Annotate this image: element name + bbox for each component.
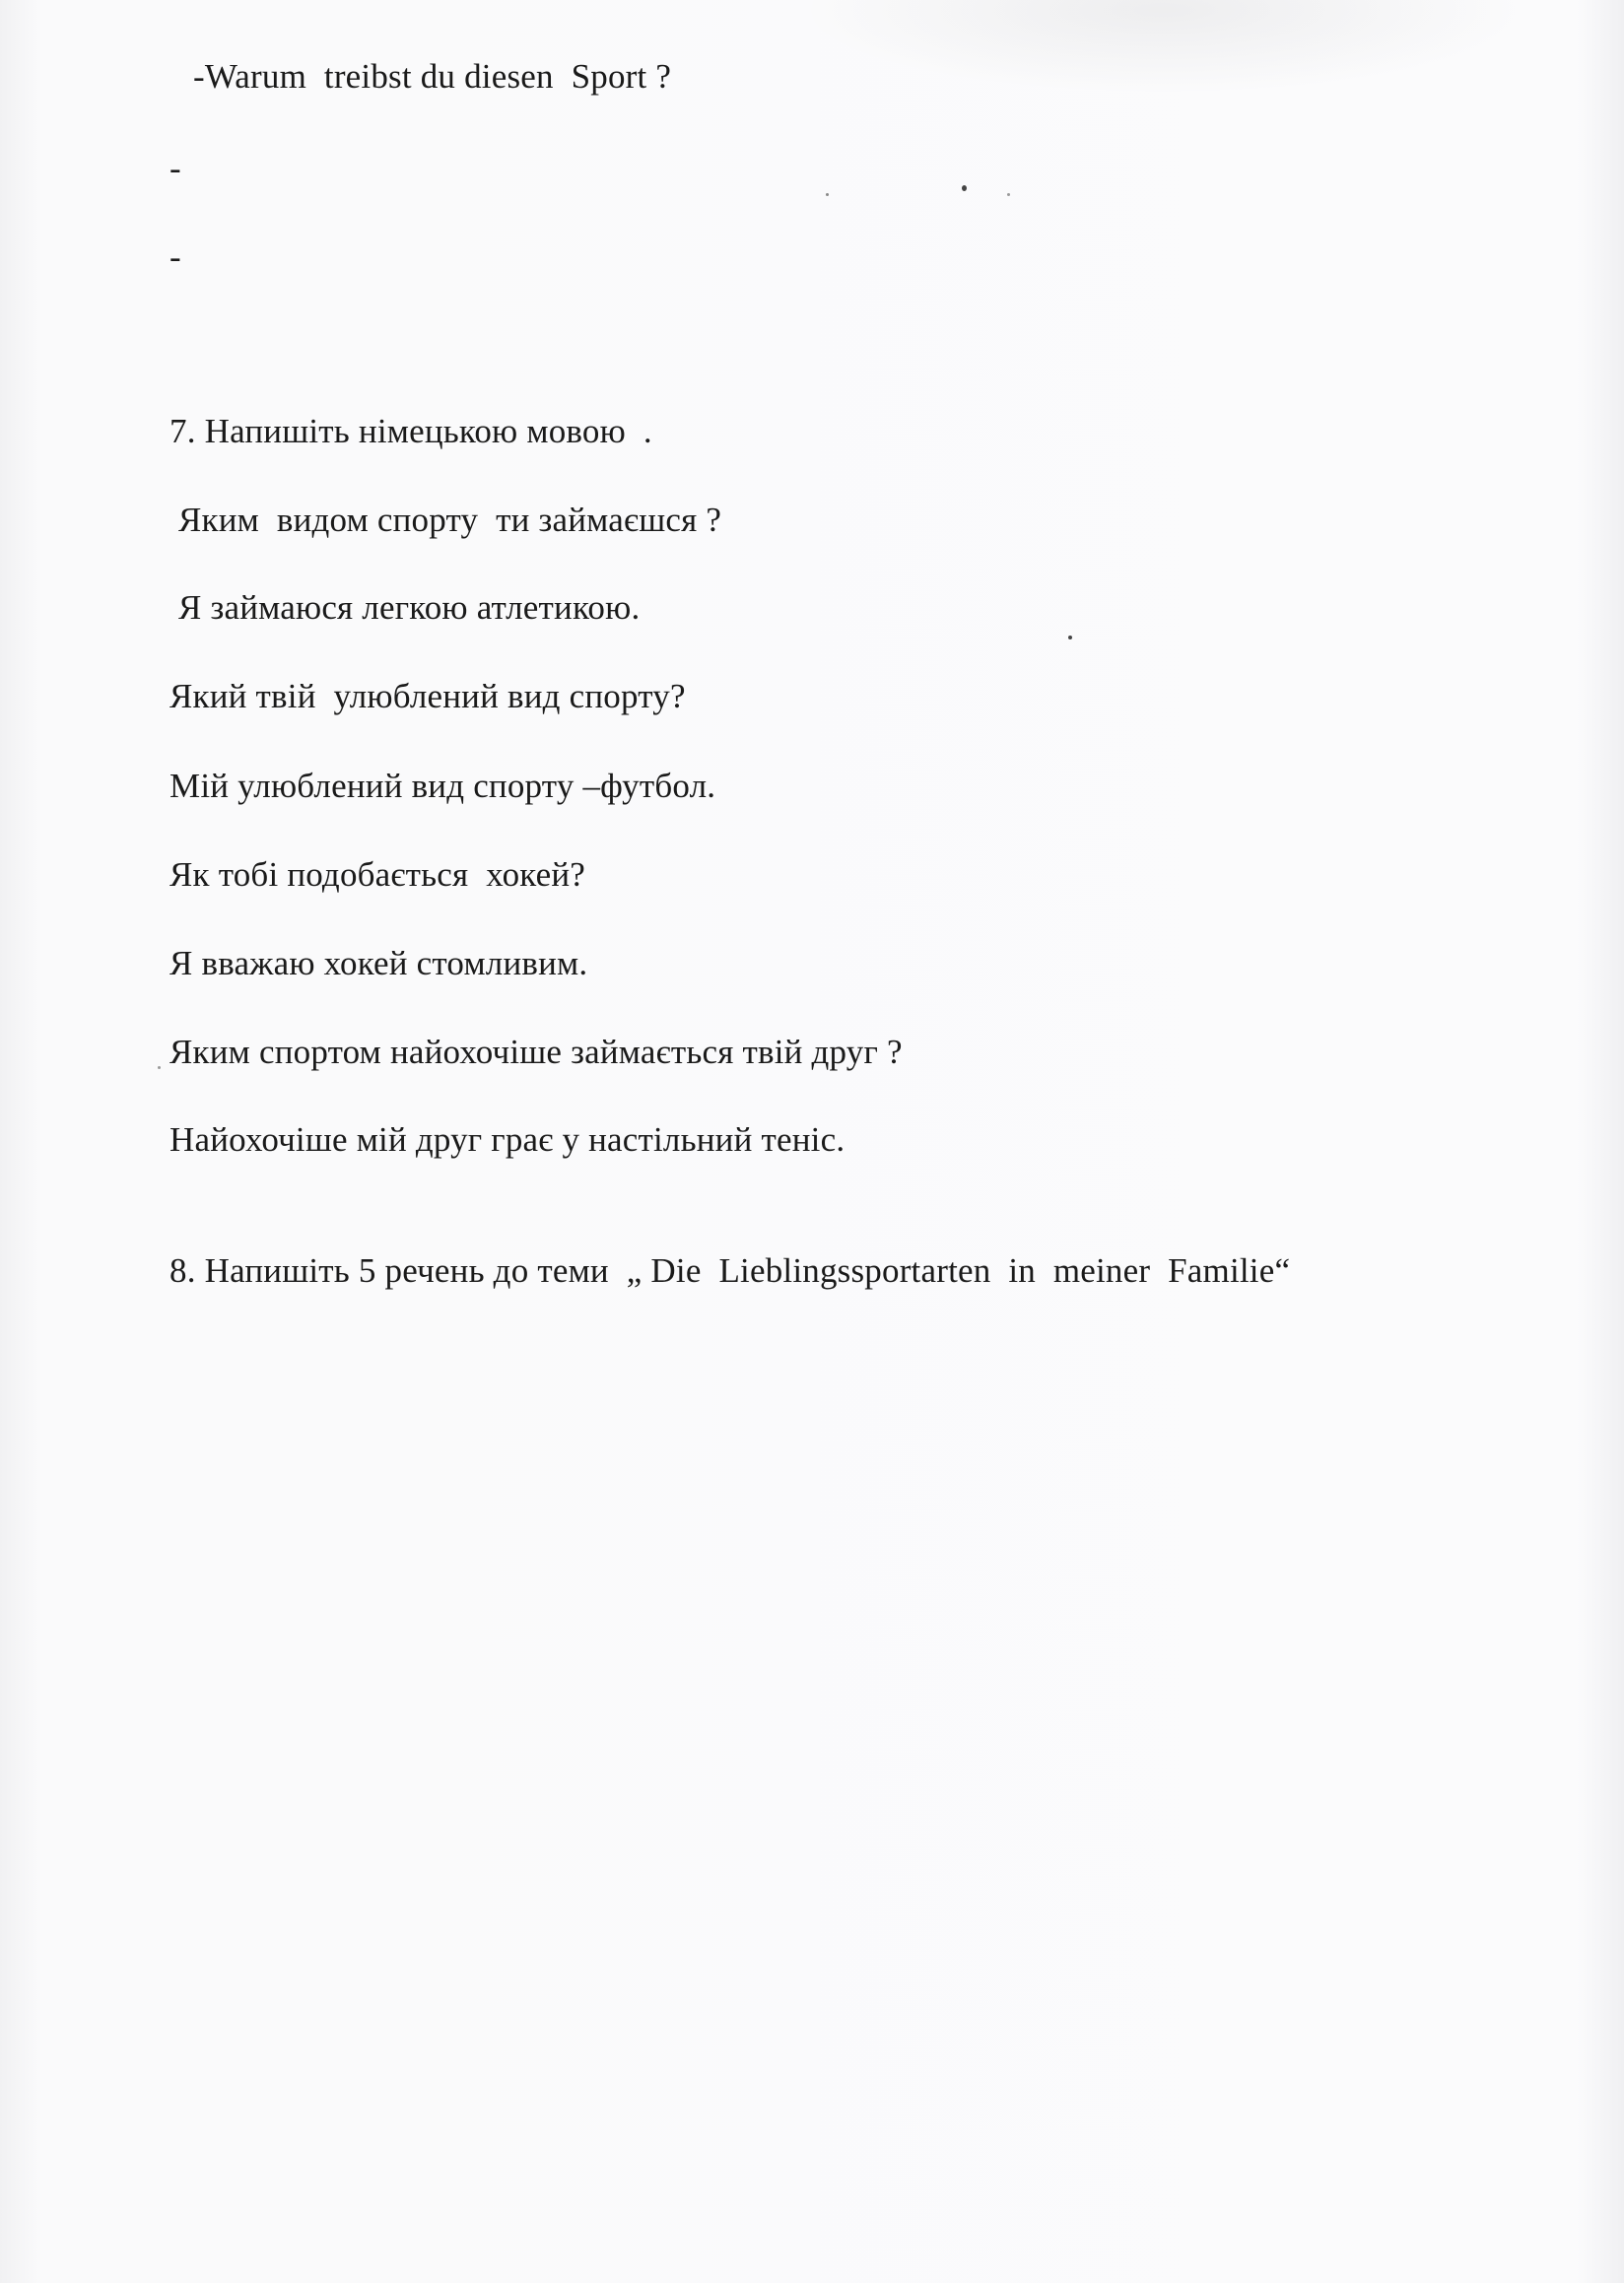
- scan-speck: [1068, 636, 1072, 639]
- scan-speck: [826, 193, 829, 196]
- task-7-sentence-7: Яким спортом найохочіше займається твій друг ?: [169, 1033, 903, 1071]
- task-7-sentence-6: Я вважаю хокей стомливим.: [169, 944, 588, 982]
- task-7-sentence-8: Найохочіше мій друг грає у настільний теніс.: [169, 1120, 846, 1159]
- task-7-sentence-5: Як тобі подобається хокей?: [169, 855, 585, 894]
- task-8-heading: 8. Напишіть 5 речень до теми „ Die Lieblingssportarten in meiner Familie“: [169, 1251, 1291, 1290]
- scan-speck: [1007, 193, 1010, 196]
- task-7-sentence-3: Який твій улюблений вид спорту?: [169, 677, 686, 715]
- task-7-heading: 7. Напишіть німецькою мовою .: [169, 412, 652, 450]
- scan-speck: [158, 1066, 161, 1069]
- answer-dash-1: -: [169, 149, 181, 187]
- question-warum-treibst-du-diesen-sport: -Warum treibst du diesen Sport ?: [193, 57, 672, 96]
- task-7-sentence-2: Я займаюся легкою атлетикою.: [169, 588, 641, 627]
- task-7-sentence-1: Яким видом спорту ти займаєшся ?: [169, 501, 722, 539]
- scan-speck: [962, 185, 967, 191]
- task-7-sentence-4: Мій улюблений вид спорту –футбол.: [169, 767, 716, 805]
- answer-dash-2: -: [169, 237, 181, 276]
